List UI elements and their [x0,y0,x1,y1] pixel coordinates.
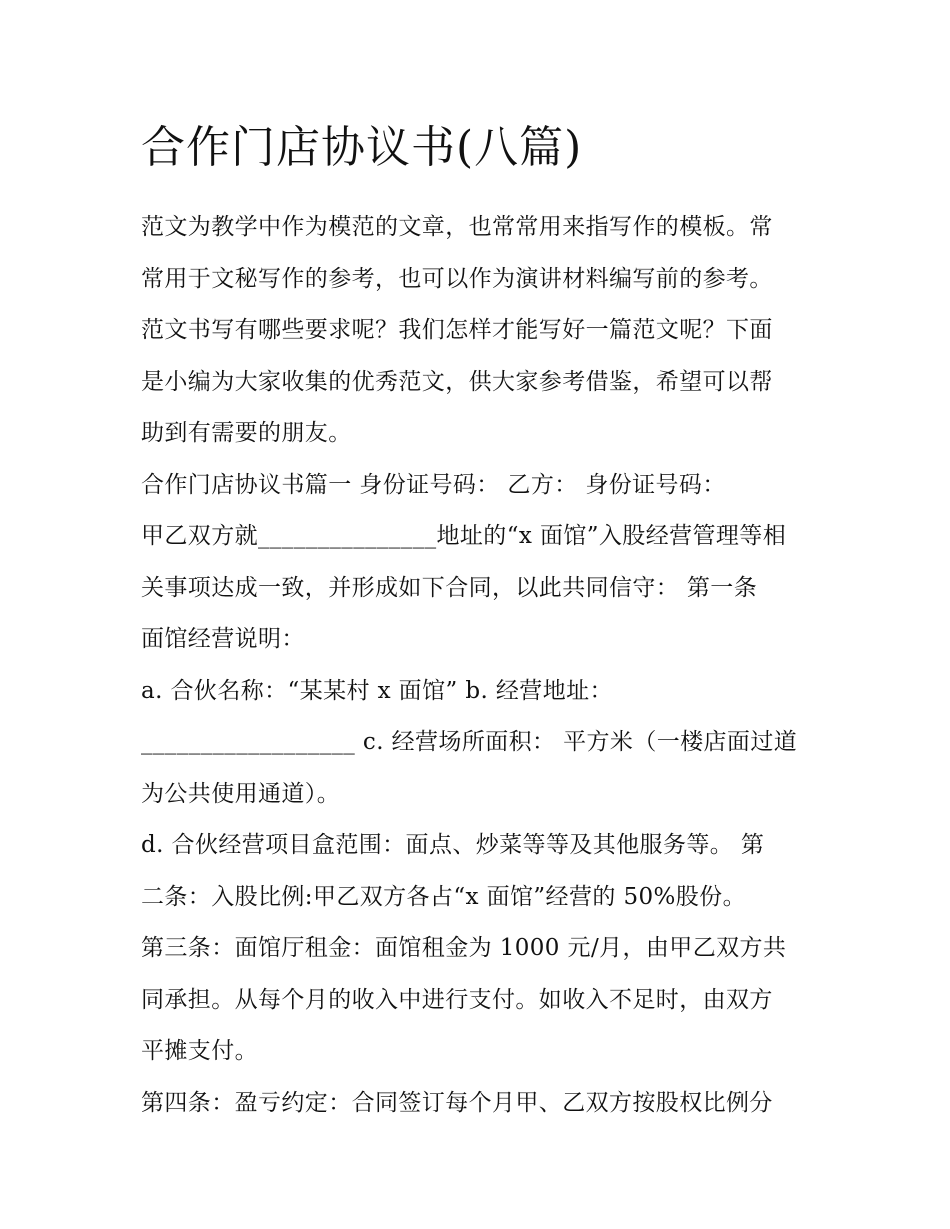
body-line: 常用于文秘写作的参考，也可以作为演讲材料编写前的参考。 [141,265,773,292]
body-line: 助到有需要的朋友。 [141,420,352,446]
body-line: 面馆经营说明： [141,626,305,652]
body-line: 为公共使用通道）。 [141,780,341,807]
body-line: __________________ c. 经营场所面积： 平方米（一楼店面过道 [141,729,798,755]
body-line: 平摊支付。 [141,1038,258,1064]
body-line: 范文为教学中作为模范的文章，也常常用来指写作的模板。常 [141,214,773,240]
body-line: 第三条：面馆厅租金：面馆租金为 1000 元/月，由甲乙双方共 [141,935,787,961]
body-line: 是小编为大家收集的优秀范文，供大家参考借鉴，希望可以帮 [141,368,773,395]
body-line: 甲乙双方就_______________地址的“x 面馆”入股经营管理等相 [141,523,787,549]
body-line: 范文书写有哪些要求呢？我们怎样才能写好一篇范文呢？下面 [141,317,773,343]
document-body [141,202,821,1129]
body-line: a. 合伙名称：“某某村 x 面馆” b. 经营地址： [141,677,613,704]
body-line: 合作门店协议书篇一 身份证号码： 乙方： 身份证号码： [141,471,726,498]
body-line: d. 合伙经营项目盒范围：面点、炒菜等等及其他服务等。 第 [141,832,765,858]
body-line: 第四条：盈亏约定：合同签订每个月甲、乙双方按股权比例分 [141,1089,773,1116]
body-line: 关事项达成一致，并形成如下合同，以此共同信守： 第一条 [141,574,758,601]
document-title: 合作门店协议书(八篇) [141,122,583,173]
body-line: 同承担。从每个月的收入中进行支付。如收入不足时，由双方 [141,986,773,1013]
body-line: 二条：入股比例:甲乙双方各占“x 面馆”经营的 50%股份。 [141,883,746,910]
